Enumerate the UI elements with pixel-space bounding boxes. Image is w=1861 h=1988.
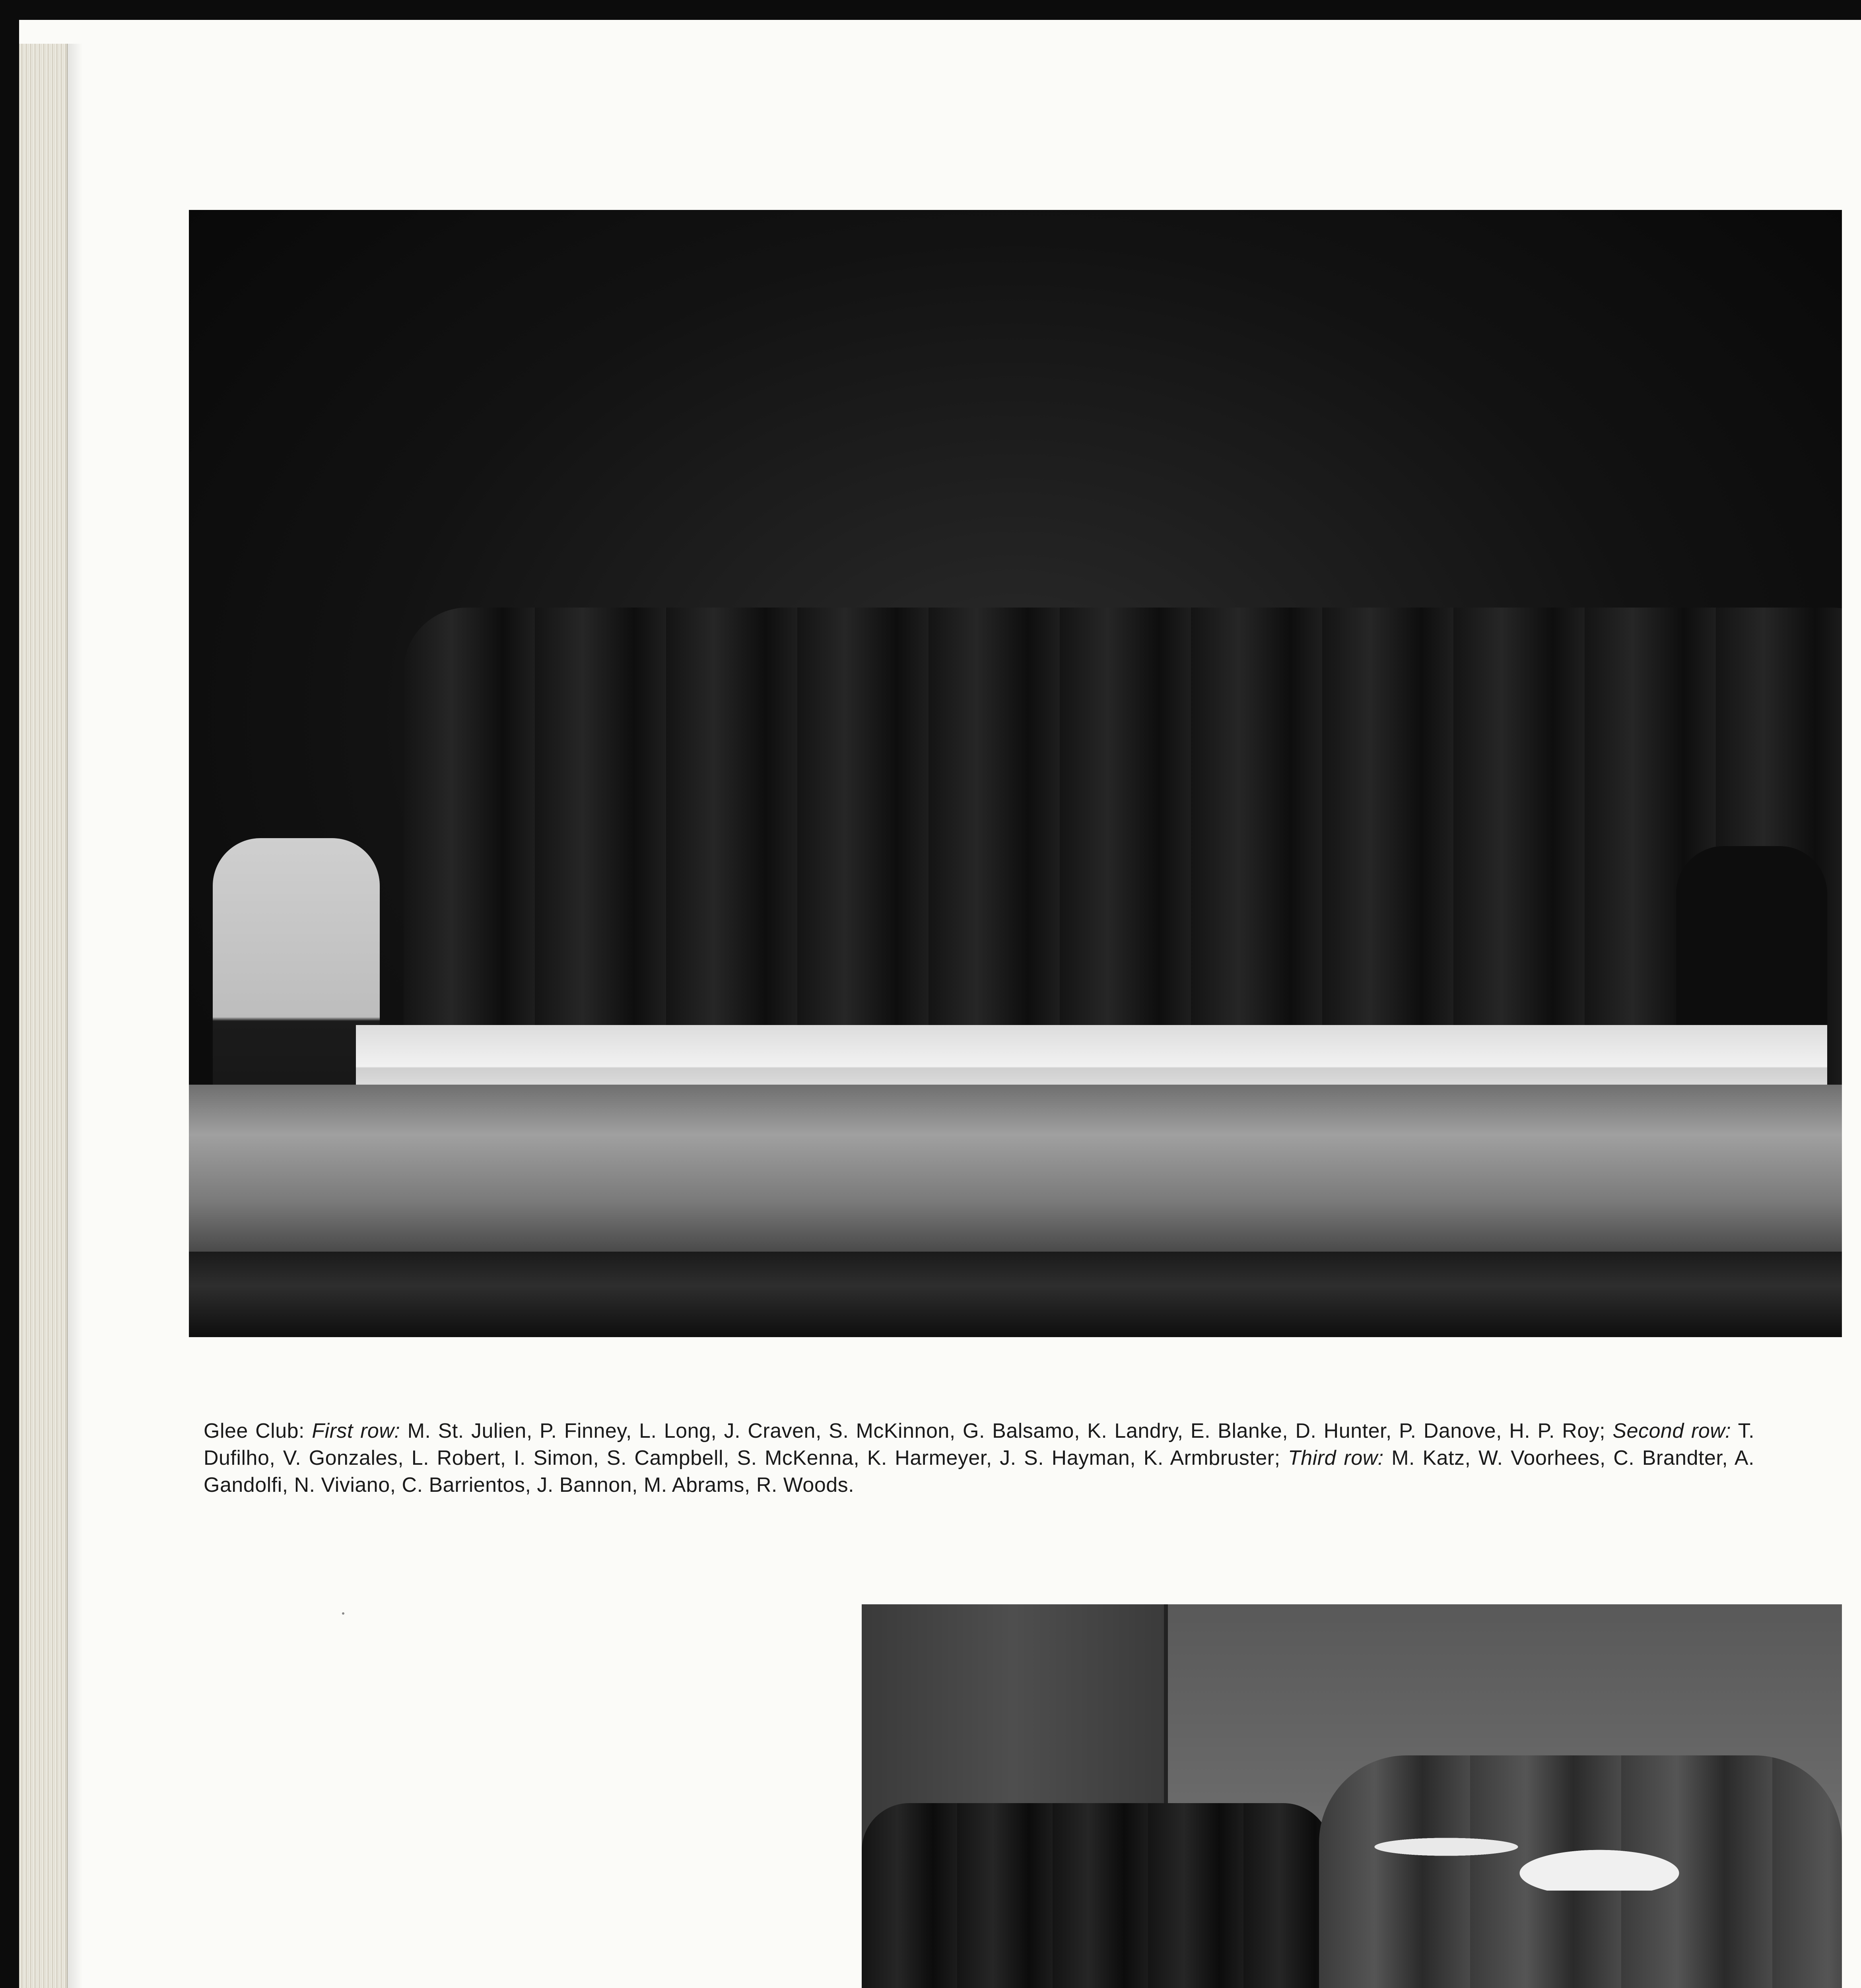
second-row-label: Second row: <box>1612 1419 1731 1442</box>
third-row-label: Third row: <box>1288 1446 1384 1470</box>
caption-lead: Glee Club: <box>204 1419 305 1442</box>
stage-floor <box>189 1085 1842 1252</box>
scan-background-top <box>0 0 1861 20</box>
second-row-names: T. Dufilho, V. Gonzales, L. Robert, I. Simon, S. Campbell, S. McKenna, K. Harmeyer, J. S. Hayman, K. Armbruster; <box>204 1419 1755 1470</box>
stage-edge <box>189 1252 1842 1337</box>
first-row-names: M. St. Julien, P. Finney, L. Long, J. Craven, S. McKinnon, G. Balsamo, K. Landry, E. Blanke, D. Hunter, P. Danove, H. P. Roy; <box>407 1419 1606 1442</box>
book-page-edges <box>19 44 68 1988</box>
robe-collars <box>1359 1803 1796 1891</box>
glee-club-photo <box>189 210 1842 1337</box>
scan-background-left <box>0 0 19 1988</box>
dust-speck <box>342 1612 344 1615</box>
third-row-names: M. Katz, W. Voorhees, C. Brandter, A. Gandolfi, N. Viviano, C. Barrientos, J. Bannon, M. Abrams, R. Woods. <box>204 1446 1754 1497</box>
first-row-label: First row: <box>312 1419 400 1442</box>
students-in-suits <box>862 1803 1331 1988</box>
glee-club-caption <box>204 1417 1754 1499</box>
warm-up-photo <box>862 1604 1842 1988</box>
gutter-shadow <box>67 44 83 1988</box>
